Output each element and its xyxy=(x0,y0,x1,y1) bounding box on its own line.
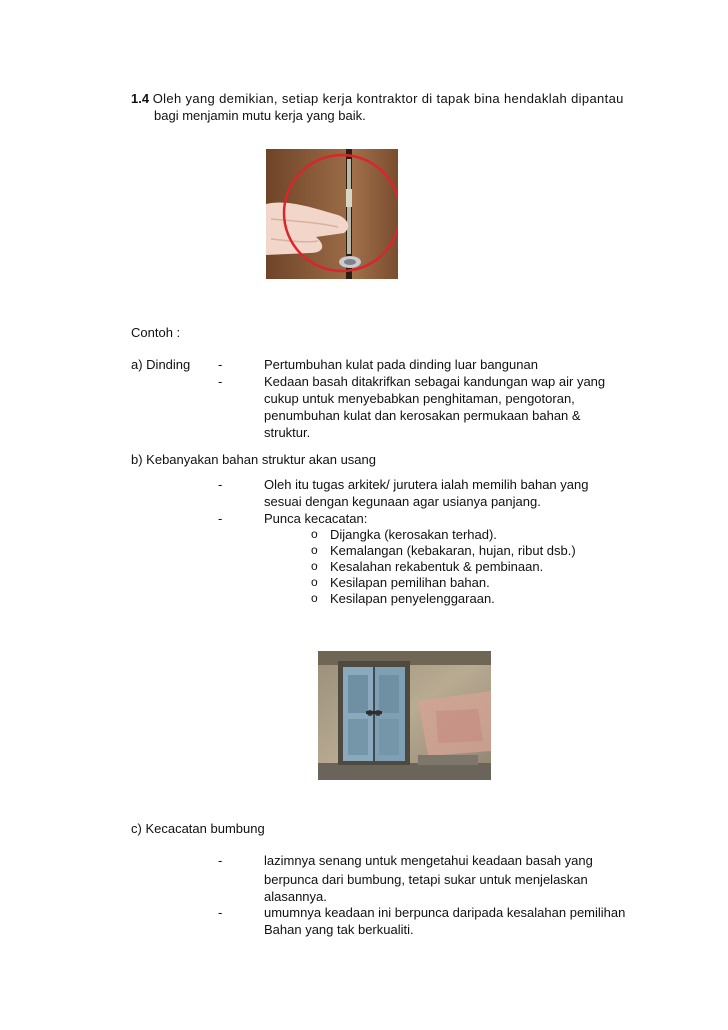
item-a-bullet2-line: struktur. xyxy=(264,425,311,440)
hinge-photo-svg xyxy=(266,149,398,279)
section-heading-line2: bagi menjamin mutu kerja yang baik. xyxy=(154,108,366,123)
item-b-label: b) Kebanyakan bahan struktur akan usang xyxy=(131,452,377,467)
item-b-bullet2-dash: - xyxy=(218,511,223,526)
item-c-label: c) Kecacatan bumbung xyxy=(131,821,265,836)
item-b-bullet1-line: Oleh itu tugas arkitek/ jurutera ialah memilih bahan yang xyxy=(264,477,589,492)
item-c-bullet2-line: umumnya keadaan ini berpunca daripada kesalahan pemilihan xyxy=(264,905,626,920)
weathered-door-photo xyxy=(318,651,491,780)
sub-item: Kesilapan penyelenggaraan. xyxy=(330,591,495,606)
item-c-bullet1-dash: - xyxy=(218,853,223,868)
item-b-bullet1-dash: - xyxy=(218,477,223,492)
contoh-label: Contoh : xyxy=(131,325,181,340)
hinge-inspection-photo xyxy=(266,149,398,279)
item-c-bullet1-line: alasannya. xyxy=(264,889,327,904)
item-a-bullet2-dash: - xyxy=(218,374,223,389)
sub-item: Kesalahan rekabentuk & pembinaan. xyxy=(330,559,544,574)
sub-marker: o xyxy=(311,527,318,541)
sub-item: Dijangka (kerosakan terhad). xyxy=(330,527,497,542)
sub-marker: o xyxy=(311,543,318,557)
sub-item: Kesilapan pemilihan bahan. xyxy=(330,575,490,590)
section-text-line1: Oleh yang demikian, setiap kerja kontraktor di tapak bina hendaklah dipantau xyxy=(152,91,624,106)
item-a-bullet2-line: penumbuhan kulat dan kerosakan permukaan bahan & xyxy=(264,408,581,423)
section-number: 1.4 xyxy=(131,91,150,106)
item-a-bullet1-text: Pertumbuhan kulat pada dinding luar bangunan xyxy=(264,357,538,372)
item-c-bullet1-line: berpunca dari bumbung, tetapi sukar untuk menjelaskan xyxy=(264,872,588,887)
sub-marker: o xyxy=(311,575,318,589)
sub-marker: o xyxy=(311,591,318,605)
item-b-bullet2-text: Punca kecacatan: xyxy=(264,511,368,526)
item-c-bullet2-line: Bahan yang tak berkualiti. xyxy=(264,922,414,937)
item-c-bullet2-dash: - xyxy=(218,905,223,920)
item-a-bullet2-line: cukup untuk menyebabkan penghitaman, pengotoran, xyxy=(264,391,575,406)
sub-marker: o xyxy=(311,559,318,573)
item-c-bullet1-line: lazimnya senang untuk mengetahui keadaan basah yang xyxy=(264,853,593,868)
item-a-label: a) Dinding xyxy=(131,357,191,372)
item-b-bullet1-line: sesuai dengan kegunaan agar usianya panjang. xyxy=(264,494,541,509)
door-photo-svg xyxy=(318,651,491,780)
item-a-bullet2-line: Kedaan basah ditakrifkan sebagai kandungan wap air yang xyxy=(264,374,606,389)
sub-item: Kemalangan (kebakaran, hujan, ribut dsb.) xyxy=(330,543,576,558)
item-a-bullet1-dash: - xyxy=(218,357,223,372)
section-heading-line1 xyxy=(131,91,641,107)
